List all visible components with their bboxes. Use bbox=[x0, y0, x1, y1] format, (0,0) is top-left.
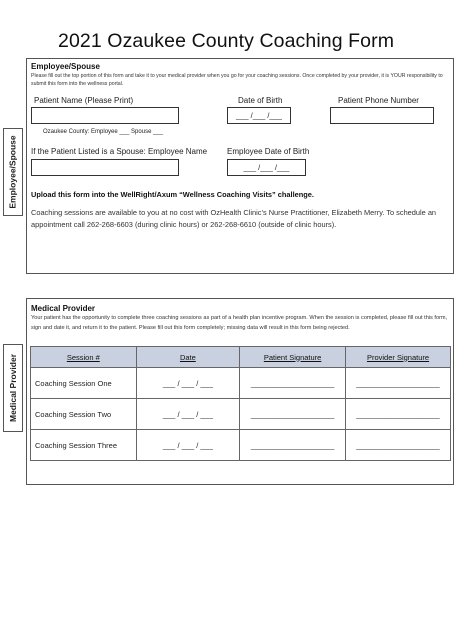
col-session: Session # bbox=[31, 347, 137, 368]
page-title: 2021 Ozaukee County Coaching Form bbox=[58, 30, 395, 52]
col-date: Date bbox=[136, 347, 240, 368]
session-name: Coaching Session Two bbox=[31, 399, 137, 430]
col-patient-signature: Patient Signature bbox=[240, 347, 346, 368]
provider-instructions: Your patient has the opportunity to complete three coaching sessions as part of a health plan incentive program. When the session is completed, please fill out this form, sign and date it, and return it to the patient. Please fill out this form completely; missing data will result in this form being rejected. bbox=[31, 315, 448, 331]
employee-spouse-side-label: Employee/Spouse bbox=[8, 135, 18, 209]
table-row bbox=[31, 430, 451, 461]
employee-dob-label: Employee Date of Birth bbox=[227, 147, 310, 156]
employee-spouse-side-tab bbox=[3, 128, 23, 216]
patient-phone-field[interactable] bbox=[330, 107, 434, 124]
spouse-employee-name-label: If the Patient Listed is a Spouse: Employee Name bbox=[31, 147, 208, 156]
sessions-header-row bbox=[31, 347, 451, 368]
provider-signature-field[interactable]: ____________________ bbox=[346, 368, 451, 399]
employee-name-field[interactable] bbox=[31, 159, 179, 176]
session-date-field[interactable]: ___ / ___ / ___ bbox=[136, 399, 240, 430]
provider-signature-field[interactable]: ____________________ bbox=[346, 430, 451, 461]
dob-label: Date of Birth bbox=[238, 96, 283, 105]
table-row bbox=[31, 399, 451, 430]
session-name: Coaching Session Three bbox=[31, 430, 137, 461]
patient-signature-field[interactable]: ____________________ bbox=[240, 399, 346, 430]
session-date-field[interactable]: ___ / ___ / ___ bbox=[136, 368, 240, 399]
employee-instructions: Please fill out the top portion of this form and take it to your medical provider when you go for your coaching sessions. Once completed by your provider, it is YOUR responsibility to submit this form into the wellness portal. bbox=[31, 73, 443, 87]
employee-dob-field[interactable]: ___ /___ /___ bbox=[227, 159, 306, 176]
phone-label: Patient Phone Number bbox=[338, 96, 419, 105]
session-date-field[interactable]: ___ / ___ / ___ bbox=[136, 430, 240, 461]
provider-signature-field[interactable]: ____________________ bbox=[346, 399, 451, 430]
patient-signature-field[interactable]: ____________________ bbox=[240, 430, 346, 461]
table-row bbox=[31, 368, 451, 399]
dob-field[interactable]: ___ /___ /___ bbox=[227, 107, 291, 124]
col-provider-signature: Provider Signature bbox=[346, 347, 451, 368]
session-name: Coaching Session One bbox=[31, 368, 137, 399]
medical-provider-side-label: Medical Provider bbox=[8, 353, 18, 423]
coaching-info: Coaching sessions are available to you at no cost with OzHealth Clinic’s Nurse Practitioner, Elizabeth Merry. To schedule an appointment call 262-268-6603 (during clinic hours) or 262-268-6610 (outside of clinic hours). bbox=[31, 208, 437, 229]
medical-provider-side-tab bbox=[3, 344, 23, 432]
patient-name-label: Patient Name (Please Print) bbox=[34, 96, 134, 105]
patient-name-field[interactable] bbox=[31, 107, 179, 124]
county-employee-spouse-line: Ozaukee County: Employee ___ Spouse ___ bbox=[43, 129, 164, 135]
provider-section-heading: Medical Provider bbox=[31, 304, 96, 313]
patient-signature-field[interactable]: ____________________ bbox=[240, 368, 346, 399]
upload-instruction: Upload this form into the WellRight/Axum “Wellness Coaching Visits” challenge. bbox=[31, 190, 314, 199]
sessions-table bbox=[30, 346, 451, 461]
employee-section-heading: Employee/Spouse bbox=[31, 62, 100, 71]
